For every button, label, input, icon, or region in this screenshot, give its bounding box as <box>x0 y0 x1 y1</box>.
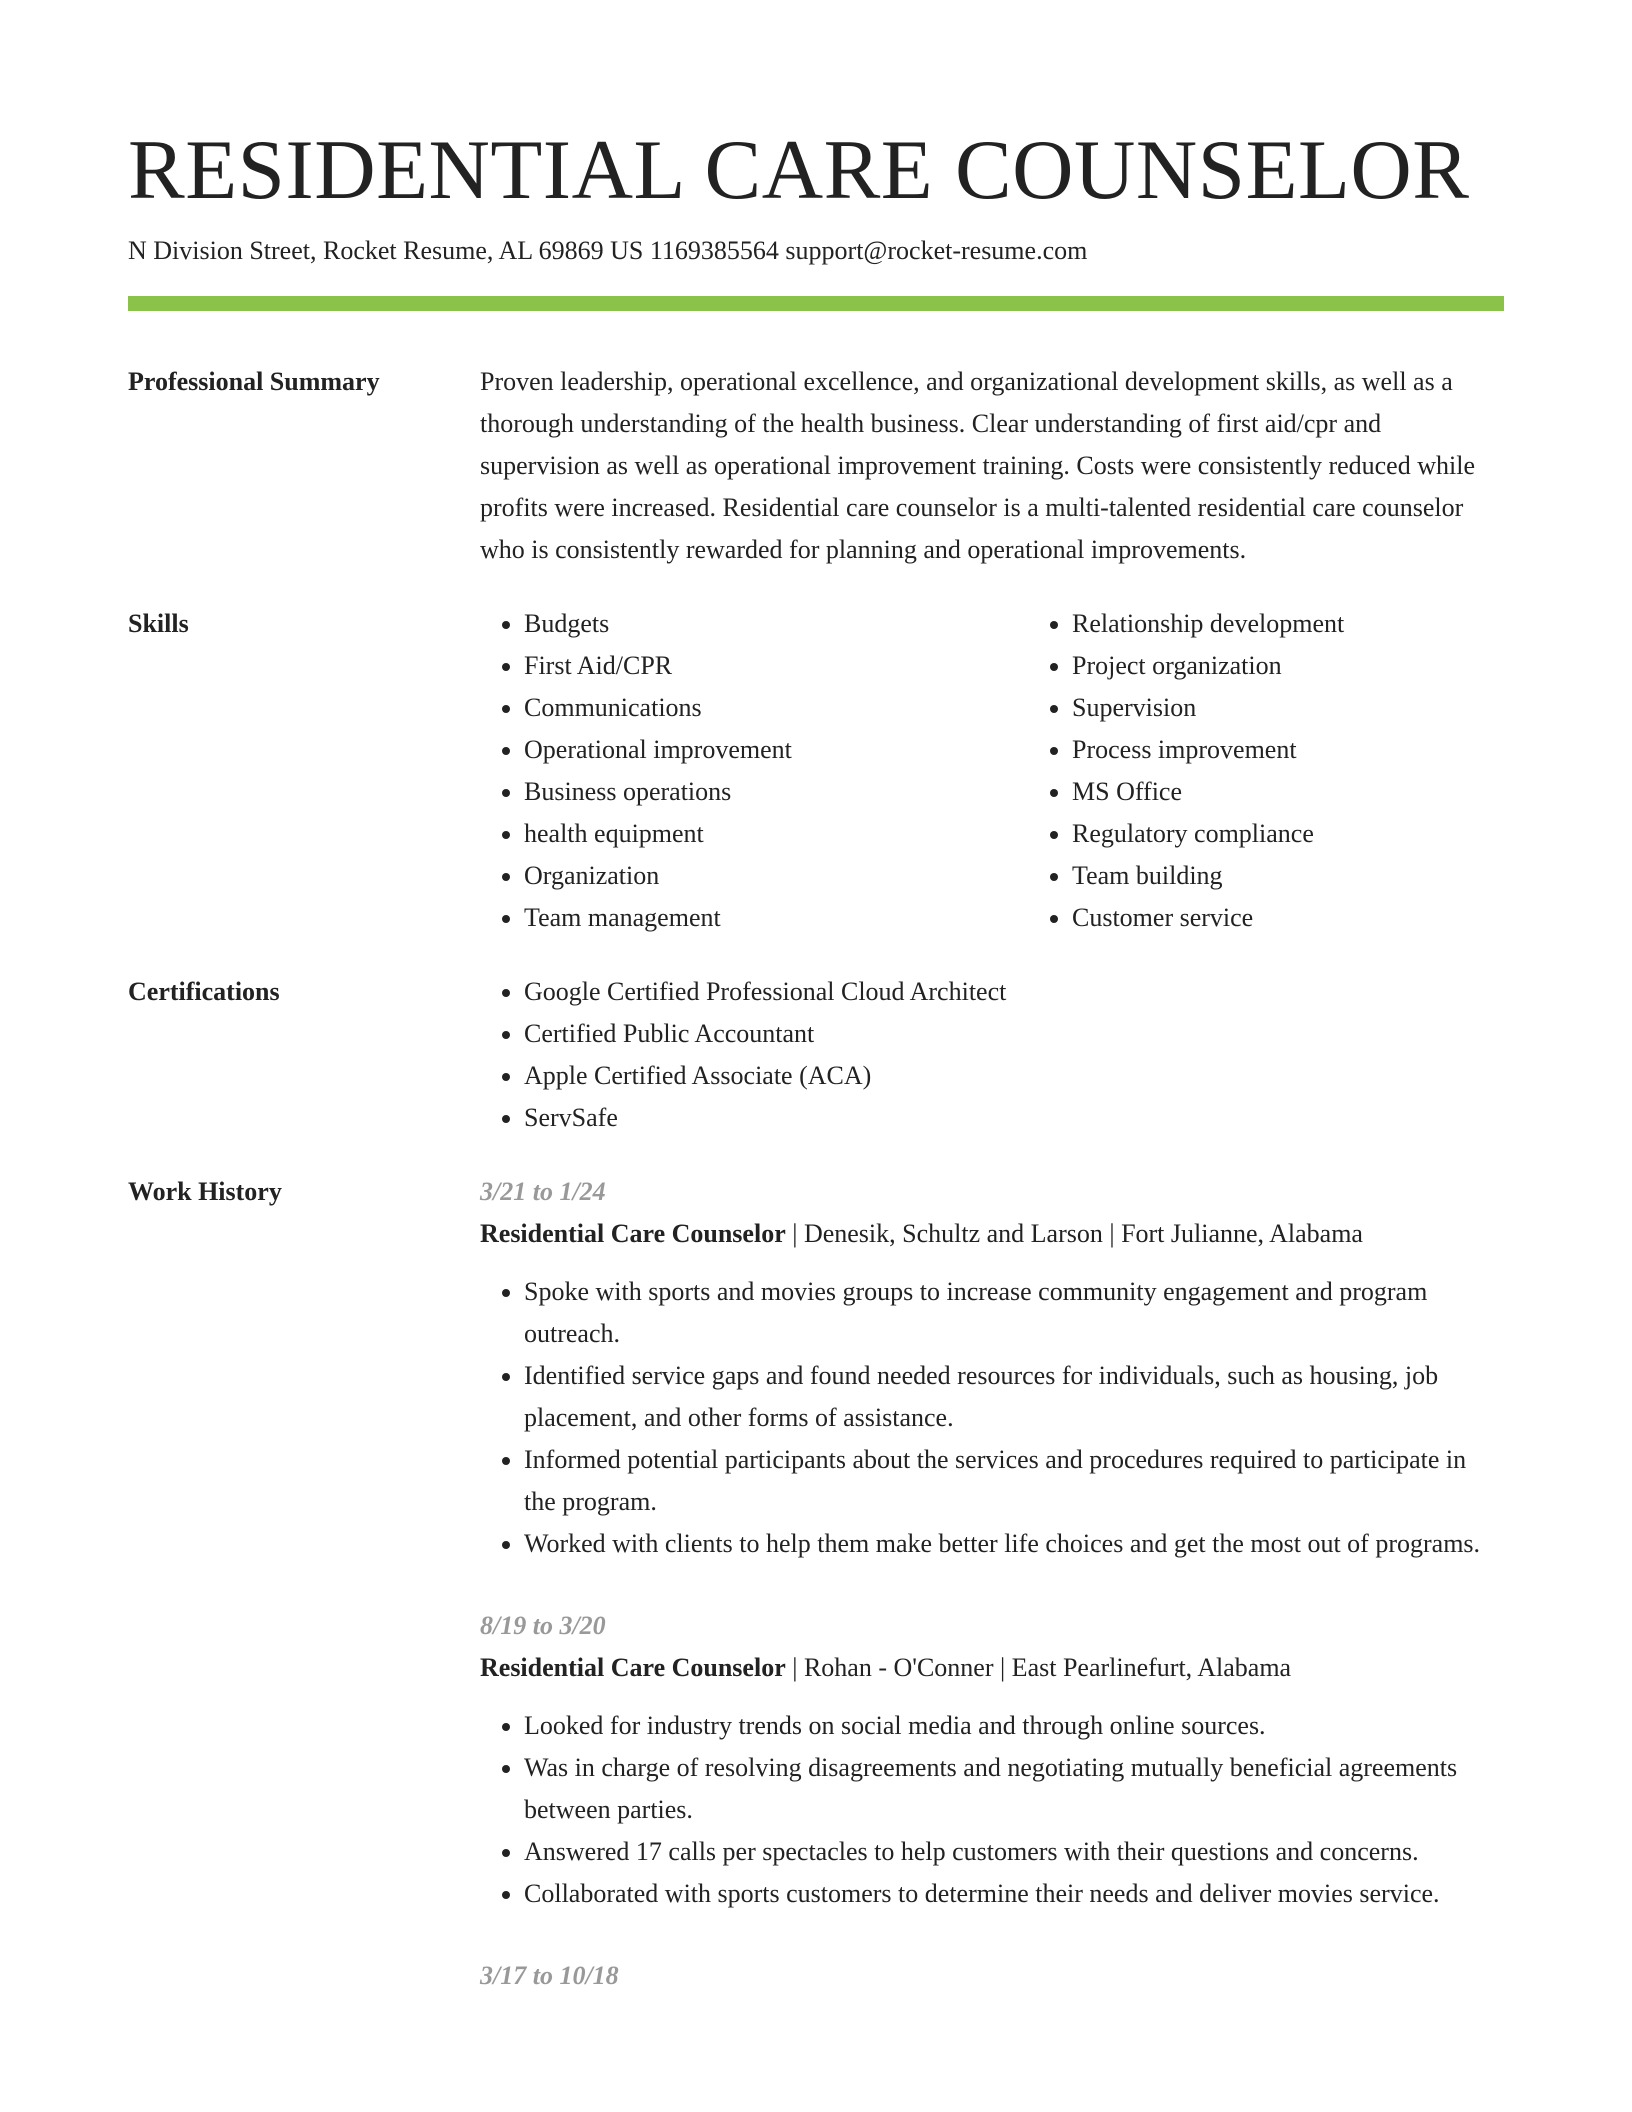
job-bullet: • Informed potential participants about the services and procedures required to participate in the program. <box>524 1439 1504 1523</box>
certification-item: • Google Certified Professional Cloud Architect <box>524 971 1504 1013</box>
job-bullet: • Spoke with sports and movies groups to increase community engagement and program outreach. <box>524 1271 1504 1355</box>
skill-item: • Budgets <box>524 603 1028 645</box>
skill-item: • Process improvement <box>1072 729 1576 771</box>
job-title-line <box>480 1213 1504 1255</box>
section-label-certifications: Certifications <box>128 977 280 1006</box>
section-label-summary: Professional Summary <box>128 367 380 396</box>
skills-columns <box>480 603 1576 939</box>
job-bullet: • Worked with clients to help them make better life choices and get the most out of programs. <box>524 1523 1504 1565</box>
work-history-body <box>480 1171 1504 2037</box>
accent-divider <box>128 296 1504 311</box>
job-dates: 8/19 to 3/20 <box>480 1611 606 1640</box>
skill-item: • First Aid/CPR <box>524 645 1028 687</box>
skills-section <box>128 603 1504 939</box>
job-employer-location: | Denesik, Schultz and Larson | Fort Julianne, Alabama <box>785 1219 1363 1248</box>
contact-line: N Division Street, Rocket Resume, AL 69869 US 1169385564 support@rocket-resume.com <box>128 236 1088 265</box>
skill-item: • Supervision <box>1072 687 1576 729</box>
certifications-section <box>128 971 1504 1139</box>
summary-section <box>128 361 1504 571</box>
certification-item: • Certified Public Accountant <box>524 1013 1504 1055</box>
job-bullet: • Answered 17 calls per spectacles to help customers with their questions and concerns. <box>524 1831 1504 1873</box>
skill-item: • Customer service <box>1072 897 1576 939</box>
job-dates: 3/21 to 1/24 <box>480 1177 606 1206</box>
job-bullets <box>480 1705 1504 1915</box>
job-bullets <box>480 1271 1504 1565</box>
job-entry <box>480 1605 1504 1915</box>
skill-item: • Project organization <box>1072 645 1576 687</box>
job-title-line <box>480 1647 1504 1689</box>
job-bullet: • Collaborated with sports customers to determine their needs and deliver movies service. <box>524 1873 1504 1915</box>
skills-list-right <box>1028 603 1576 939</box>
skill-item: • Operational improvement <box>524 729 1028 771</box>
skill-item: • Team building <box>1072 855 1576 897</box>
certification-item: • ServSafe <box>524 1097 1504 1139</box>
certification-item: • Apple Certified Associate (ACA) <box>524 1055 1504 1097</box>
job-bullet: • Was in charge of resolving disagreements and negotiating mutually beneficial agreements between parties. <box>524 1747 1504 1831</box>
section-label-work-history: Work History <box>128 1177 282 1206</box>
job-title: Residential Care Counselor <box>480 1653 786 1682</box>
skill-item: • Relationship development <box>1072 603 1576 645</box>
resume-page <box>128 118 1504 2037</box>
job-title: Residential Care Counselor <box>480 1219 786 1248</box>
summary-text: Proven leadership, operational excellence, and organizational development skills, as well as a thorough understanding of the health business. Clear understanding of first aid/cpr and supervision as well as operational improvement training. Costs were consistently reduced while profits were increased. Residential care counselor is a multi-talented residential care counselor who is consistently rewarded for planning and operational improvements. <box>480 367 1475 564</box>
skill-item: • MS Office <box>1072 771 1576 813</box>
job-entry <box>480 1955 1504 1997</box>
job-bullet: • Identified service gaps and found needed resources for individuals, such as housing, job placement, and other forms of assistance. <box>524 1355 1504 1439</box>
skill-item: • Communications <box>524 687 1028 729</box>
section-label-skills: Skills <box>128 609 189 638</box>
skill-item: • Organization <box>524 855 1028 897</box>
job-entry <box>480 1171 1504 1565</box>
certifications-list <box>480 971 1504 1139</box>
skill-item: • Business operations <box>524 771 1028 813</box>
skill-item: • Regulatory compliance <box>1072 813 1576 855</box>
skill-item: • health equipment <box>524 813 1028 855</box>
job-employer-location: | Rohan - O'Conner | East Pearlinefurt, Alabama <box>785 1653 1292 1682</box>
job-bullet: • Looked for industry trends on social media and through online sources. <box>524 1705 1504 1747</box>
job-dates: 3/17 to 10/18 <box>480 1961 619 1990</box>
skill-item: • Team management <box>524 897 1028 939</box>
work-history-section <box>128 1171 1504 2037</box>
certifications-body <box>480 971 1504 1139</box>
skills-list-left <box>480 603 1028 939</box>
resume-title: RESIDENTIAL CARE COUNSELOR <box>128 123 1470 217</box>
